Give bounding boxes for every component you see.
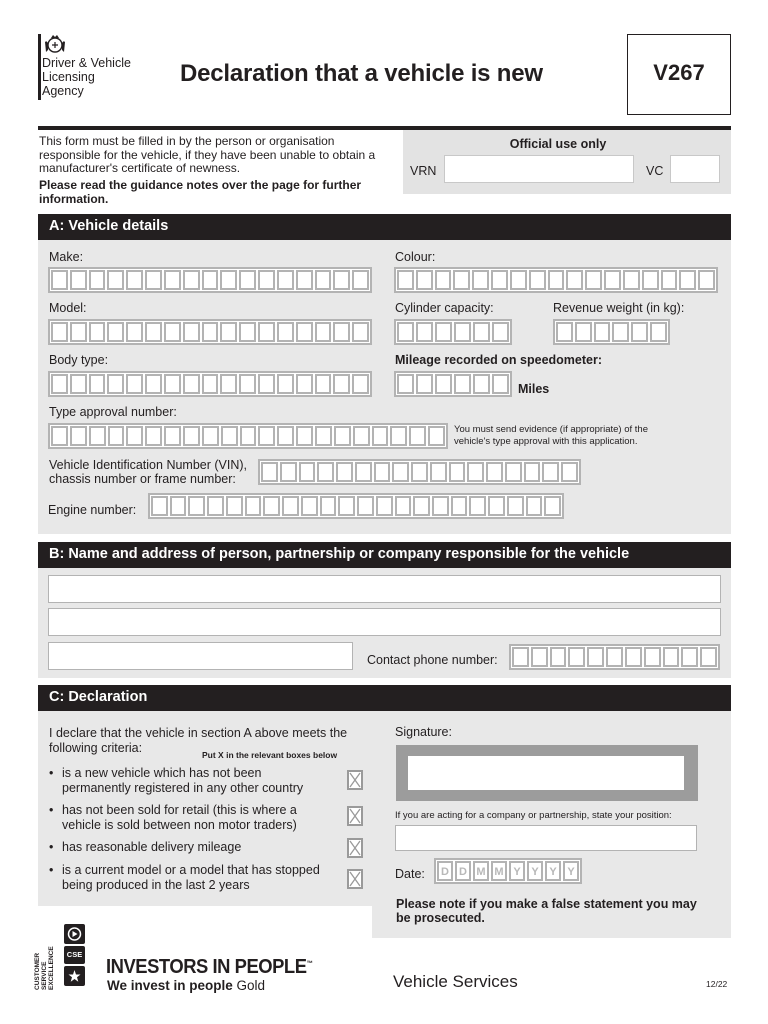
char-cell[interactable] (333, 270, 350, 290)
char-cell[interactable] (239, 374, 256, 394)
char-cell[interactable] (239, 270, 256, 290)
char-cell[interactable] (207, 496, 224, 516)
vrn-label: VRN (410, 164, 437, 178)
char-cell[interactable] (550, 647, 567, 667)
char-cell[interactable] (334, 426, 351, 446)
iip-title: INVESTORS IN PEOPLE™ (106, 956, 313, 978)
char-cell[interactable] (507, 496, 524, 516)
char-cell[interactable] (226, 496, 243, 516)
cse-play-icon (64, 924, 85, 944)
char-cell[interactable] (700, 647, 717, 667)
char-cell[interactable] (397, 270, 414, 290)
char-cell[interactable] (416, 322, 433, 342)
char-cell[interactable] (409, 426, 426, 446)
char-cell[interactable] (277, 270, 294, 290)
name-address-line-3[interactable] (48, 642, 353, 670)
char-cell[interactable] (612, 322, 629, 342)
char-cell[interactable] (512, 647, 529, 667)
char-cell[interactable] (145, 426, 162, 446)
char-cell[interactable] (258, 374, 275, 394)
char-cell[interactable] (352, 374, 369, 394)
char-cell[interactable] (594, 322, 611, 342)
char-cell[interactable] (467, 462, 484, 482)
char-cell[interactable] (531, 647, 548, 667)
char-cell[interactable] (245, 496, 262, 516)
revenue-weight-label: Revenue weight (in kg): (553, 301, 685, 315)
char-cell[interactable] (261, 462, 278, 482)
intro-text: This form must be filled in by the person or organisation responsible for the vehicle, if they have been unable to obtain a manufacturer's certificate of newness. (39, 134, 376, 175)
char-cell[interactable] (561, 462, 578, 482)
revenue-weight-field[interactable] (553, 319, 670, 345)
char-cell[interactable] (390, 426, 407, 446)
char-cell[interactable] (221, 426, 238, 446)
char-cell[interactable] (183, 426, 200, 446)
char-cell[interactable] (623, 270, 640, 290)
char-cell[interactable] (89, 322, 106, 342)
date-cell[interactable]: Y (545, 861, 561, 881)
char-cell[interactable] (277, 374, 294, 394)
vehicle-services: Vehicle Services (393, 972, 518, 991)
date-field[interactable] (434, 858, 582, 884)
form-revision-date: 12/22 (706, 979, 728, 989)
char-cell[interactable] (202, 322, 219, 342)
cse-text: CUSTOMER SERVICE EXCELLENCE (34, 946, 55, 990)
vin-label: Vehicle Identification Number (VIN), chassis number or frame number: (49, 458, 248, 486)
char-cell[interactable] (486, 462, 503, 482)
vc-input[interactable] (670, 155, 720, 183)
char-cell[interactable] (164, 374, 181, 394)
char-cell[interactable] (145, 374, 162, 394)
char-cell[interactable] (126, 270, 143, 290)
char-cell[interactable] (432, 496, 449, 516)
char-cell[interactable] (491, 270, 508, 290)
char-cell[interactable] (568, 647, 585, 667)
type-approval-note: You must send evidence (if appropriate) of the vehicle's type approval with this application. (454, 424, 648, 447)
char-cell[interactable] (336, 462, 353, 482)
char-cell[interactable] (524, 462, 541, 482)
body-type-field[interactable] (48, 371, 372, 397)
char-cell[interactable] (202, 426, 219, 446)
char-cell[interactable] (315, 426, 332, 446)
vin-field[interactable] (258, 459, 581, 485)
char-cell[interactable] (296, 322, 313, 342)
criterion-3: • has reasonable delivery mileage (49, 840, 242, 854)
intro-guidance: Please read the guidance notes over the page for further information. (39, 178, 362, 206)
name-address-line-1[interactable] (48, 575, 721, 603)
royal-crest-icon (42, 34, 68, 54)
cse-star-icon (64, 966, 85, 986)
char-cell[interactable] (220, 374, 237, 394)
char-cell[interactable] (374, 462, 391, 482)
cse-badge: CSE (64, 946, 85, 964)
type-approval-field[interactable] (48, 423, 448, 449)
date-cell[interactable]: M (473, 861, 489, 881)
section-b-header: B: Name and address of person, partnership or company responsible for the vehicle (38, 542, 731, 568)
char-cell[interactable] (51, 426, 68, 446)
date-cell[interactable]: D (437, 861, 453, 881)
char-cell[interactable] (430, 462, 447, 482)
char-cell[interactable] (89, 374, 106, 394)
char-cell[interactable] (397, 374, 414, 394)
char-cell[interactable] (556, 322, 573, 342)
cylinder-label: Cylinder capacity: (395, 301, 494, 315)
char-cell[interactable] (170, 496, 187, 516)
char-cell[interactable] (51, 374, 68, 394)
engine-number-label: Engine number: (48, 503, 137, 517)
char-cell[interactable] (301, 496, 318, 516)
criterion-1-checkbox[interactable] (347, 770, 363, 790)
section-a-header: A: Vehicle details (38, 214, 731, 240)
criterion-3-checkbox[interactable] (347, 838, 363, 858)
char-cell[interactable] (435, 322, 452, 342)
char-cell[interactable] (644, 647, 661, 667)
char-cell[interactable] (451, 496, 468, 516)
char-cell[interactable] (454, 322, 471, 342)
char-cell[interactable] (164, 322, 181, 342)
char-cell[interactable] (258, 270, 275, 290)
criterion-2: • has not been sold for retail (this is where a vehicle is sold between non motor traders) (49, 803, 297, 832)
colour-label: Colour: (395, 250, 436, 264)
miles-label: Miles (518, 382, 550, 396)
char-cell[interactable] (606, 647, 623, 667)
char-cell[interactable] (202, 374, 219, 394)
date-cell[interactable]: Y (563, 861, 579, 881)
vc-label: VC (646, 164, 664, 178)
char-cell[interactable] (296, 270, 313, 290)
date-cell[interactable]: Y (527, 861, 543, 881)
char-cell[interactable] (70, 374, 87, 394)
char-cell[interactable] (183, 374, 200, 394)
char-cell[interactable] (240, 426, 257, 446)
char-cell[interactable] (164, 426, 181, 446)
model-label: Model: (49, 301, 87, 315)
char-cell[interactable] (126, 426, 143, 446)
criterion-1: • is a new vehicle which has not been permanently registered in any other country (49, 766, 304, 795)
char-cell[interactable] (510, 270, 527, 290)
mileage-label: Mileage recorded on speedometer: (395, 353, 603, 367)
name-address-line-2[interactable] (48, 608, 721, 636)
position-label: If you are acting for a company or partnership, state your position: (395, 810, 672, 821)
char-cell[interactable] (661, 270, 678, 290)
vrn-input[interactable] (444, 155, 634, 183)
char-cell[interactable] (258, 322, 275, 342)
char-cell[interactable] (469, 496, 486, 516)
char-cell[interactable] (320, 496, 337, 516)
char-cell[interactable] (473, 374, 490, 394)
char-cell[interactable] (376, 496, 393, 516)
char-cell[interactable] (70, 426, 87, 446)
char-cell[interactable] (488, 496, 505, 516)
char-cell[interactable] (575, 322, 592, 342)
criterion-2-checkbox[interactable] (347, 806, 363, 826)
char-cell[interactable] (315, 322, 332, 342)
char-cell[interactable] (529, 270, 546, 290)
type-approval-label: Type approval number: (49, 405, 177, 419)
colour-field[interactable] (394, 267, 718, 293)
criterion-4: • is a current model or a model that has stopped being produced in the last 2 years (49, 863, 320, 892)
iip-tagline: We invest in people Gold (107, 978, 266, 993)
char-cell[interactable] (126, 322, 143, 342)
char-cell[interactable] (183, 270, 200, 290)
char-cell[interactable] (587, 647, 604, 667)
char-cell[interactable] (526, 496, 543, 516)
char-cell[interactable] (183, 322, 200, 342)
char-cell[interactable] (353, 426, 370, 446)
char-cell[interactable] (299, 462, 316, 482)
page-title: Declaration that a vehicle is new (180, 60, 543, 87)
cylinder-field[interactable] (394, 319, 512, 345)
dvla-name: Driver & Vehicle Licensing Agency (42, 56, 131, 98)
char-cell[interactable] (625, 647, 642, 667)
body-type-label: Body type: (49, 353, 109, 367)
char-cell[interactable] (70, 270, 87, 290)
char-cell[interactable] (277, 322, 294, 342)
char-cell[interactable] (315, 270, 332, 290)
char-cell[interactable] (453, 270, 470, 290)
char-cell[interactable] (107, 374, 124, 394)
make-field[interactable] (48, 267, 372, 293)
char-cell[interactable] (585, 270, 602, 290)
contact-phone-label: Contact phone number: (367, 653, 498, 667)
char-cell[interactable] (604, 270, 621, 290)
char-cell[interactable] (642, 270, 659, 290)
signature-field[interactable] (408, 756, 684, 790)
char-cell[interactable] (352, 270, 369, 290)
char-cell[interactable] (413, 496, 430, 516)
signature-label: Signature: (395, 725, 452, 739)
form-code: V267 (653, 60, 705, 85)
char-cell[interactable] (338, 496, 355, 516)
model-field[interactable] (48, 319, 372, 345)
char-cell[interactable] (372, 426, 389, 446)
char-cell[interactable] (277, 426, 294, 446)
date-cell[interactable]: M (491, 861, 507, 881)
char-cell[interactable] (70, 322, 87, 342)
char-cell[interactable] (108, 426, 125, 446)
char-cell[interactable] (416, 270, 433, 290)
char-cell[interactable] (315, 374, 332, 394)
put-x-instruction: Put X in the relevant boxes below (202, 750, 338, 760)
criterion-4-checkbox[interactable] (347, 869, 363, 889)
char-cell[interactable] (472, 270, 489, 290)
char-cell[interactable] (435, 374, 452, 394)
char-cell[interactable] (220, 322, 237, 342)
char-cell[interactable] (164, 270, 181, 290)
char-cell[interactable] (416, 374, 433, 394)
char-cell[interactable] (145, 322, 162, 342)
char-cell[interactable] (263, 496, 280, 516)
char-cell[interactable] (107, 270, 124, 290)
char-cell[interactable] (392, 462, 409, 482)
char-cell[interactable] (698, 270, 715, 290)
char-cell[interactable] (473, 322, 490, 342)
char-cell[interactable] (631, 322, 648, 342)
engine-number-field[interactable] (148, 493, 564, 519)
char-cell[interactable] (397, 322, 414, 342)
char-cell[interactable] (107, 322, 124, 342)
false-statement-warning: Please note if you make a false statement you may be prosecuted. (396, 897, 697, 925)
char-cell[interactable] (317, 462, 334, 482)
declaration-intro: I declare that the vehicle in section A above meets the following criteria: (49, 726, 348, 755)
char-cell[interactable] (681, 647, 698, 667)
char-cell[interactable] (650, 322, 667, 342)
official-use-title: Official use only (509, 137, 607, 151)
char-cell[interactable] (454, 374, 471, 394)
char-cell[interactable] (428, 426, 445, 446)
char-cell[interactable] (333, 374, 350, 394)
date-cell[interactable]: D (455, 861, 471, 881)
char-cell[interactable] (51, 322, 68, 342)
char-cell[interactable] (395, 496, 412, 516)
char-cell[interactable] (126, 374, 143, 394)
char-cell[interactable] (492, 374, 509, 394)
make-label: Make: (49, 250, 84, 264)
char-cell[interactable] (548, 270, 565, 290)
char-cell[interactable] (663, 647, 680, 667)
char-cell[interactable] (145, 270, 162, 290)
date-label: Date: (395, 867, 425, 881)
char-cell[interactable] (188, 496, 205, 516)
char-cell[interactable] (411, 462, 428, 482)
char-cell[interactable] (449, 462, 466, 482)
char-cell[interactable] (282, 496, 299, 516)
section-c-header: C: Declaration (38, 685, 731, 711)
char-cell[interactable] (333, 322, 350, 342)
char-cell[interactable] (566, 270, 583, 290)
char-cell[interactable] (505, 462, 522, 482)
char-cell[interactable] (542, 462, 559, 482)
char-cell[interactable] (280, 462, 297, 482)
char-cell[interactable] (202, 270, 219, 290)
char-cell[interactable] (151, 496, 168, 516)
char-cell[interactable] (352, 322, 369, 342)
char-cell[interactable] (296, 426, 313, 446)
dvla-logo (38, 34, 41, 100)
char-cell[interactable] (355, 462, 372, 482)
char-cell[interactable] (89, 270, 106, 290)
char-cell[interactable] (258, 426, 275, 446)
char-cell[interactable] (435, 270, 452, 290)
mileage-field[interactable] (394, 371, 512, 397)
char-cell[interactable] (679, 270, 696, 290)
char-cell[interactable] (544, 496, 561, 516)
char-cell[interactable] (239, 322, 256, 342)
char-cell[interactable] (296, 374, 313, 394)
char-cell[interactable] (51, 270, 68, 290)
char-cell[interactable] (357, 496, 374, 516)
date-cell[interactable]: Y (509, 861, 525, 881)
char-cell[interactable] (492, 322, 509, 342)
position-field[interactable] (395, 825, 697, 851)
char-cell[interactable] (89, 426, 106, 446)
contact-phone-field[interactable] (509, 644, 720, 670)
char-cell[interactable] (220, 270, 237, 290)
